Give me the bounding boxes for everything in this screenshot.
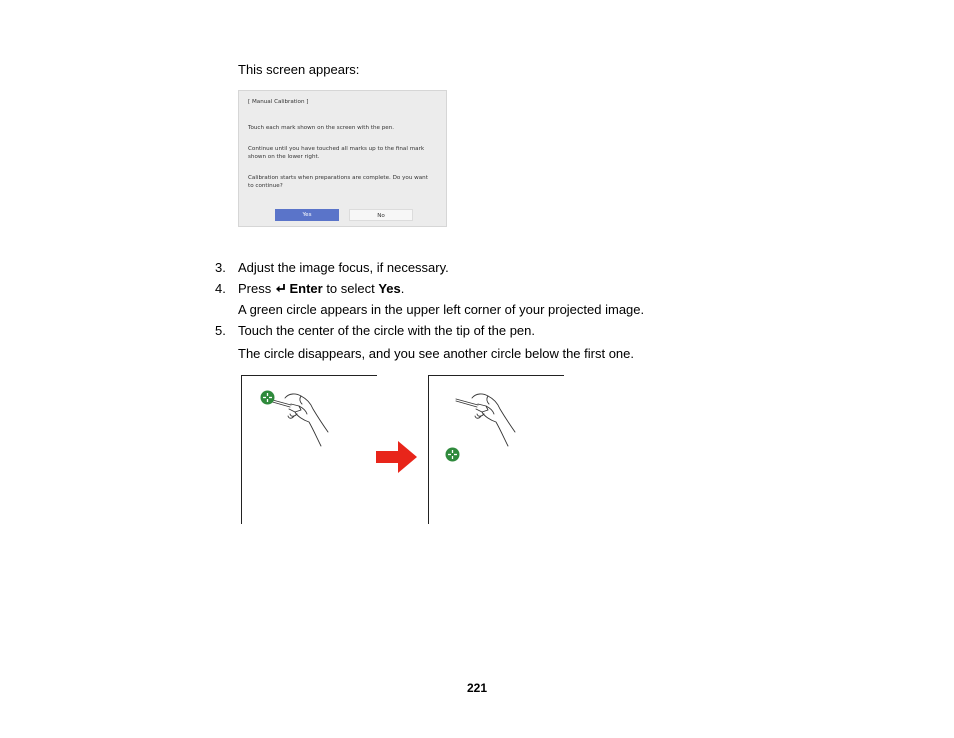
step-5-number: 5. — [215, 323, 226, 338]
step-5-result: The circle disappears, and you see another circle below the first one. — [238, 346, 634, 361]
screen-panel-after — [428, 375, 564, 524]
step-4-yes-label: Yes — [378, 281, 401, 296]
dialog-line-3b: to continue? — [248, 183, 283, 189]
calibration-mark-icon — [445, 447, 460, 462]
dialog-line-2b: shown on the lower right. — [248, 154, 320, 160]
step-4-number: 4. — [215, 281, 226, 296]
step-5-text: Touch the center of the circle with the tip of the pen. — [238, 323, 536, 338]
step-4-suffix: . — [400, 281, 405, 296]
step-4-result: A green circle appears in the upper left corner of your projected image. — [238, 302, 645, 317]
dialog-line-3a: Calibration starts when preparations are complete. Do you want — [248, 175, 428, 181]
dialog-line-2a: Continue until you have touched all marks up to the final mark — [248, 146, 425, 152]
dialog-yes-button: Yes — [275, 209, 339, 221]
dialog-title: [ Manual Calibration ] — [248, 99, 309, 105]
enter-key-icon — [275, 283, 286, 294]
hand-with-pen-icon — [446, 384, 536, 454]
page-number: 221 — [466, 681, 488, 695]
calibration-dialog-image — [238, 90, 447, 227]
step-4-enter-label: Enter — [289, 281, 323, 296]
calibration-mark-icon — [260, 390, 275, 405]
step-4-prefix: Press — [238, 281, 275, 296]
step-4-middle: to select — [322, 281, 379, 296]
screen-panel-before — [241, 375, 377, 524]
right-arrow-icon — [376, 441, 417, 473]
dialog-line-1: Touch each mark shown on the screen with the pen. — [248, 125, 395, 131]
step-3-number: 3. — [215, 260, 226, 275]
step-3-text: Adjust the image focus, if necessary. — [238, 260, 449, 275]
step-4-text — [238, 281, 404, 297]
dialog-no-button: No — [349, 209, 413, 221]
intro-text: This screen appears: — [238, 62, 360, 77]
